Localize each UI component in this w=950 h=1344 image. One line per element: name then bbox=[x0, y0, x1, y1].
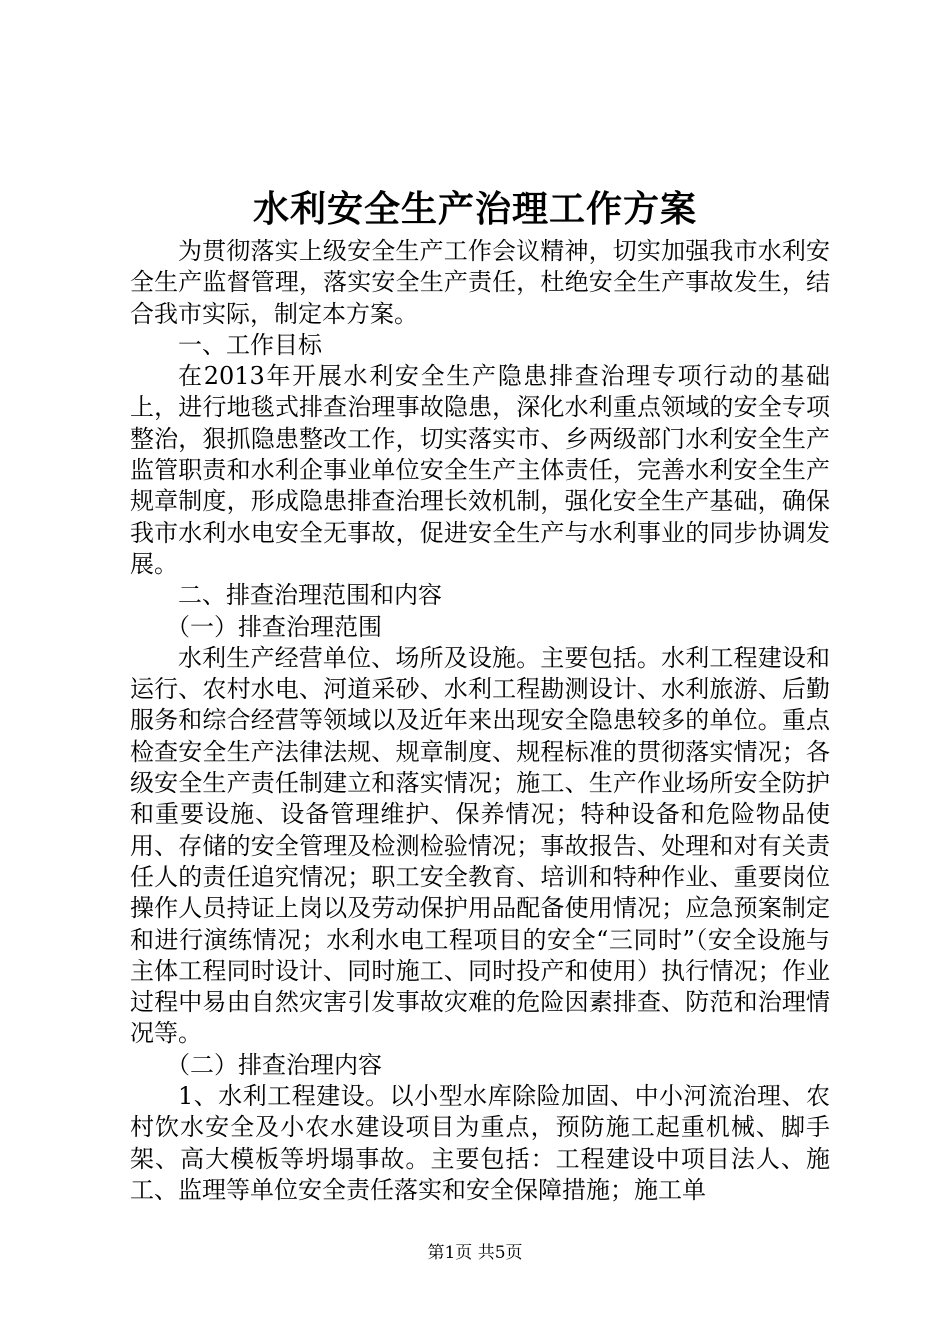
goals-paragraph: 在2013年开展水利安全生产隐患排查治理专项行动的基础上，进行地毯式排查治理事故隐患，深化水利重点领域的安全专项整治，狠抓隐患整改工作，切实落实市、乡两级部门水利安全生产监管职责和水利企事业单位安全生产主体责任，完善水利安全生产规章制度，形成隐患排查治理长效机制，强化安全生产基础，确保我市水利水电安全无事故，促进安全生产与水利事业的同步协调发展。 bbox=[130, 362, 830, 578]
section-heading-goals: 一、工作目标 bbox=[178, 330, 322, 359]
content-paragraph-construction: 1、水利工程建设。以小型水库除险加固、中小河流治理、农村饮水安全及小农水建设项目为重点，预防施工起重机械、脚手架、高大模板等坍塌事故。主要包括：工程建设中项目法人、施工、监理等单位安全责任落实和安全保障措施；施工单 bbox=[130, 1082, 830, 1204]
subsection-heading-scope: （一）排查治理范围 bbox=[166, 612, 382, 641]
document-title: 水利安全生产治理工作方案 bbox=[252, 188, 697, 230]
intro-paragraph: 为贯彻落实上级安全生产工作会议精神，切实加强我市水利安全生产监督管理，落实安全生产责任，杜绝安全生产事故发生，结合我市实际，制定本方案。 bbox=[130, 237, 830, 328]
scope-paragraph: 水利生产经营单位、场所及设施。主要包括。水利工程建设和运行、农村水电、河道采砂、水利工程勘测设计、水利旅游、后勤服务和综合经营等领域以及近年来出现安全隐患较多的单位。重点检查安全生产法律法规、规章制度、规程标准的贯彻落实情况；各级安全生产责任制建立和落实情况；施工、生产作业场所安全防护和重要设施、设备管理维护、保养情况；特种设备和危险物品使用、存储的安全管理及检测检验情况；事故报告、处理和对有关责任人的责任追究情况；职工安全教育、培训和特种作业、重要岗位操作人员持证上岗以及劳动保护用品配备使用情况；应急预案制定和进行演练情况；水利水电工程项目的安全“三同时”（安全设施与主体工程同时设计、同时施工、同时投产和使用）执行情况；作业过程中易由自然灾害引发事故灾难的危险因素排查、防范和治理情况等。 bbox=[130, 643, 830, 1048]
section-heading-scope-content: 二、排查治理范围和内容 bbox=[178, 581, 442, 610]
page-number-footer: 第1页 共5页 bbox=[427, 1243, 523, 1263]
subsection-heading-content: （二）排查治理内容 bbox=[166, 1050, 382, 1079]
document-body bbox=[130, 236, 830, 1206]
